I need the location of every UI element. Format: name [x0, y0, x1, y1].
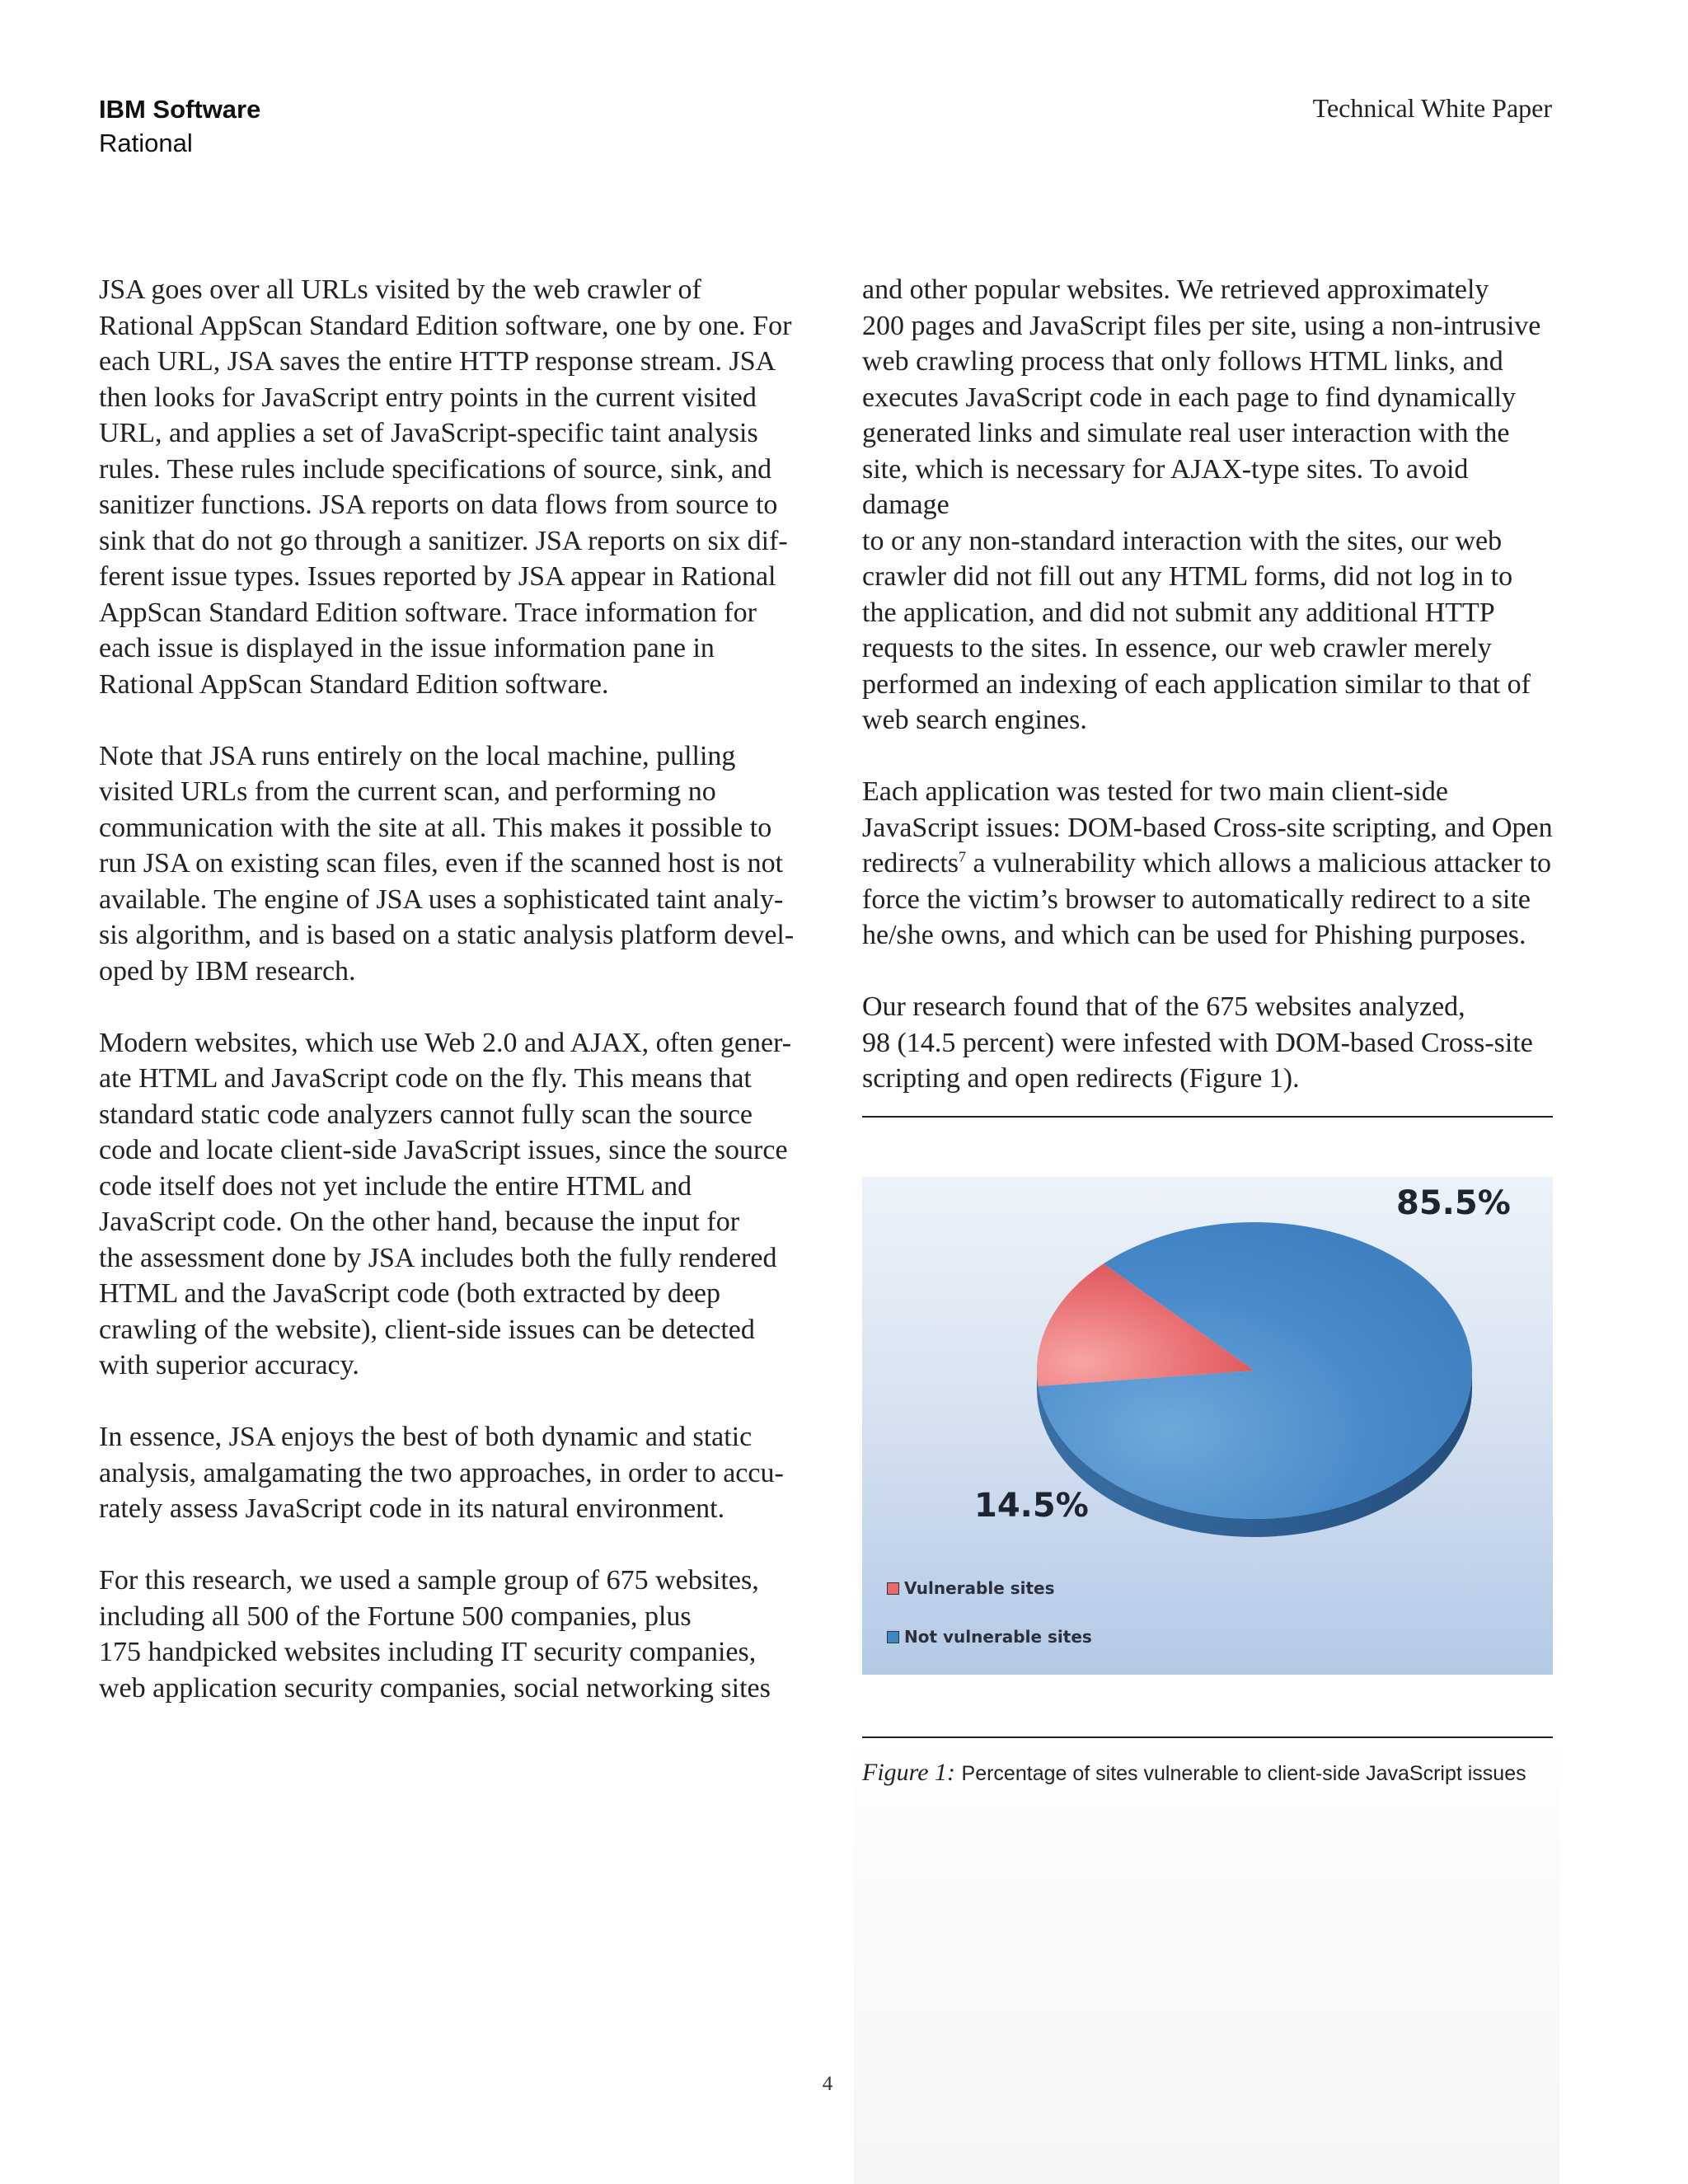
left-column — [99, 272, 799, 1742]
legend-item-vulnerable — [887, 1578, 1092, 1598]
figure-caption — [862, 1759, 1526, 1787]
figure-caption-label: Figure 1: — [862, 1759, 956, 1786]
paragraph: JSA goes over all URLs visited by the web crawler of Rational AppScan Standard Edition software, one by one. For each URL, JSA saves the entire HTTP response stream. JSA then looks for JavaScript entry points in the current visited URL, and applies a set of JavaScript-specific taint analysis rules. These rules include specifications of source, sink, and sanitizer functions. JSA reports on data flows from source to sink that do not go through a sanitizer. JSA reports on six dif- ferent issue types. Issues reported by JSA appear in Rational AppScan Standard Edition software. Trace information for each issue is displayed in the issue information pane in Rational AppScan Standard Edition software. — [99, 274, 792, 700]
footnote-marker: 7 — [959, 848, 967, 865]
legend-swatch-not-vulnerable — [887, 1631, 899, 1643]
paragraph: Modern websites, which use Web 2.0 and AJAX, often gener- ate HTML and JavaScript code on the fly. This means that standard static code analyzers cannot fully scan the source code and locate client-side JavaScript issues, since the source code itself does not yet include the entire HTML and JavaScript code. On the other hand, because the input for the assessment done by JSA includes both the fully rendered HTML and the JavaScript code (both extracted by deep crawling of the website), client-side issues can be detected with superior accuracy. — [99, 1027, 792, 1380]
document-type: Technical White Paper — [1312, 93, 1552, 123]
legend-label: Vulnerable sites — [904, 1578, 1055, 1598]
paragraph: For this research, we used a sample group of 675 websites, including all 500 of the Fortune 500 companies, plus 175 handpicked websites including IT security companies, web application security companies, social networking sites — [99, 1565, 771, 1704]
brand-name: IBM Software — [99, 95, 261, 124]
legend-label: Not vulnerable sites — [904, 1627, 1092, 1647]
figure-top-rule — [862, 1116, 1553, 1118]
paragraph-text: a vulnerability which allows a malicious attacker to force the victim’s browser to automatically redirect to a site he/she owns, and which can be used for Phishing purposes. — [862, 848, 1552, 950]
paragraph-with-footnote — [862, 774, 1554, 954]
pie-value-label-vulnerable: 14.5% — [974, 1487, 1089, 1525]
paragraph: Note that JSA runs entirely on the local machine, pulling visited URLs from the current scan, and performing no communication with the site at all. This makes it possible to run JSA on existing scan files, even if the scanned host is not available. The engine of JSA uses a sophisticated taint analy- sis algorithm, and is based on a static analysis platform devel- oped by IBM research. — [99, 740, 795, 987]
figure-bottom-rule — [862, 1736, 1553, 1738]
paragraph-text: Each application was tested for two main client-side JavaScript issues: DOM-based Cross-site scripting, and Open redirects — [862, 776, 1553, 879]
pie-value-label-not-vulnerable: 85.5% — [1396, 1184, 1511, 1222]
brand-division: Rational — [99, 129, 193, 157]
page-shade — [854, 1739, 1559, 2184]
paragraph: and other popular websites. We retrieved approximately 200 pages and JavaScript files per site, using a non-intrusive web crawling process that only follows HTML links, and executes JavaScript code in each page to find dynamically generated links and simulate real user interaction with the site, which is necessary for AJAX-type sites. To avoid damage to or any non-standard interaction with the sites, our web crawler did not fill out any HTML forms, did not log in to the application, and did not submit any additional HTTP requests to the sites. In essence, our web crawler merely performed an indexing of each application similar to that of web search engines. — [862, 274, 1541, 735]
header-brand — [99, 92, 260, 160]
paragraph: In essence, JSA enjoys the best of both dynamic and static analysis, amalgamating the two approaches, in order to accu- rately assess JavaScript code in its natural environment. — [99, 1422, 784, 1524]
legend-item-not-vulnerable — [887, 1627, 1092, 1647]
legend-swatch-vulnerable — [887, 1582, 899, 1595]
right-column — [862, 272, 1554, 1132]
figure-chart — [862, 1177, 1553, 1675]
page-number: 4 — [822, 2073, 833, 2095]
figure-caption-text: Percentage of sites vulnerable to client-side JavaScript issues — [961, 1762, 1526, 1785]
paragraph: Our research found that of the 675 websites analyzed, 98 (14.5 percent) were infested with DOM-based Cross-site scripting and open redirects (Figure 1). — [862, 991, 1533, 1094]
chart-legend — [887, 1578, 1092, 1675]
